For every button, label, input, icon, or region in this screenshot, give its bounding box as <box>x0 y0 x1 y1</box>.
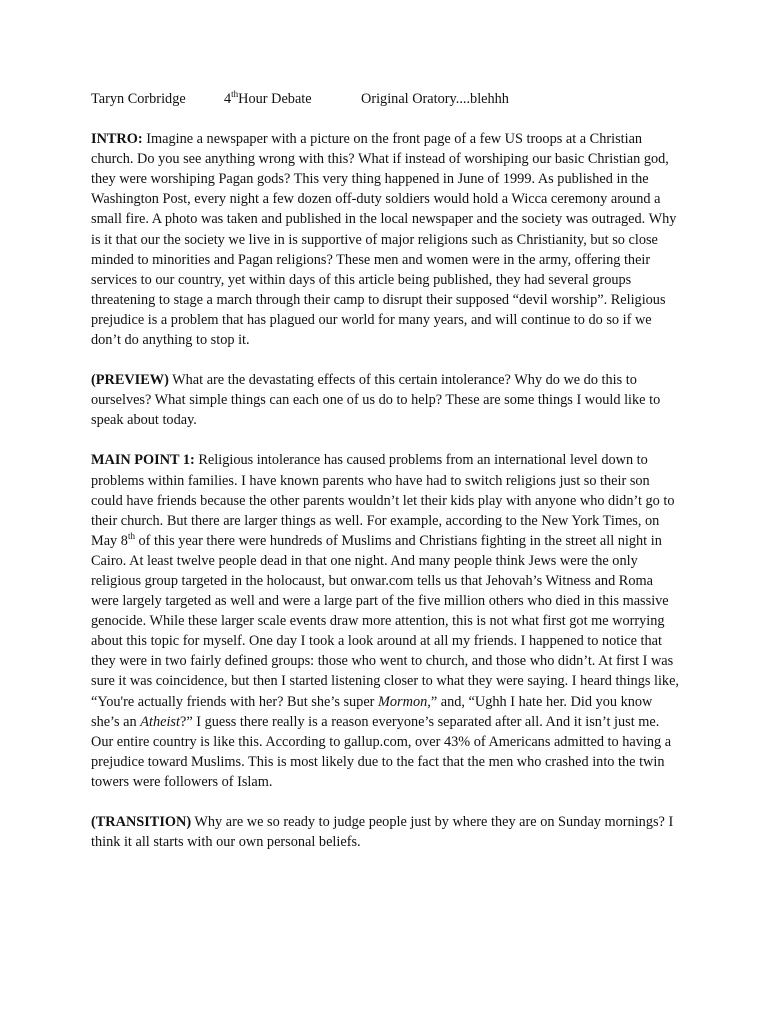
document-header <box>91 89 683 109</box>
main-point-1-text-b: of this year there were hundreds of Muslims and Christians fighting in the street all night in Cairo. At least twelve people dead in that one night. And many people think Jews were the only religious group targeted in the holocaust, but onwar.com tells us that Jehovah’s Witness and Roma were largely targeted as well and were a large part of the five million others who died in this massive genocide. While these larger scale events draw more attention, this is not what first got me worrying about this topic for myself. One day I took a look around at all my friends. I happened to notice that they were in two fairly defined groups: those who went to church, and those who didn’t. At first I was sure it was coincidence, but then I started listening closer to what they were saying. I heard things like, “You're actually friends with her? But she’s super <box>91 532 679 710</box>
main-point-1-text-c: ” and, “Ughh I hate her. Did you know she’s an <box>91 693 653 730</box>
transition-label: (TRANSITION) <box>91 814 192 830</box>
italic-atheist: Atheist <box>140 713 180 730</box>
class-period <box>224 89 361 109</box>
intro-text: Imagine a newspaper with a picture on the front page of a few US troops at a Christian church. Do you see anything wrong with this? What if instead of worshiping our basic Christian god, they were worshiping Pagan gods? This very thing happened in June of 1999. As published in the Washington Post, every night a few dozen off-duty soldiers would hold a Wicca ceremony around a small fire. A photo was taken and published in the local newspaper and the society was outraged. Why is it that our the society we live in is supportive of major religions such as Christianity, but so close minded to minorities and Pagan religions? These men and women were in the army, offering their services to our country, yet within days of this article being published, they had several groups threatening to stage a march through their camp to disrupt their supposed “devil worship”. Religious prejudice is a problem that has plagued our world for many years, and will continue to do so if we don’t do anything to stop it. <box>91 131 677 349</box>
document-page <box>91 89 683 872</box>
italic-mormon: Mormon, <box>378 693 431 710</box>
main-point-1-paragraph <box>91 450 683 792</box>
date-suffix: th <box>127 530 135 541</box>
preview-paragraph <box>91 370 683 430</box>
class-period-name: Hour Debate <box>238 91 312 107</box>
main-point-1-label: MAIN POINT 1: <box>91 452 195 469</box>
class-period-number: 4 <box>224 91 232 107</box>
preview-label: (PREVIEW) <box>91 372 169 389</box>
main-point-1-text-a: Religious intolerance has caused problems from an international level down to problems within families. I have known parents who have had to switch religions just so their son could have friends because the other parents wouldn’t let their kids play with anyone who didn’t go to their church. But there are larger things as well. For example, according to the New York Times, on May 8 <box>91 452 675 549</box>
preview-text: What are the devastating effects of this certain intolerance? Why do we do this to ourselves? What simple things can each one of us do to help? These are some things I would like to speak about today. <box>91 372 661 429</box>
transition-text: Why are we so ready to judge people just by where they are on Sunday mornings? I think it all starts with our own personal beliefs. <box>91 814 674 851</box>
author-name: Taryn Corbridge <box>91 91 186 107</box>
transition-paragraph <box>91 812 683 852</box>
speech-topic: Original Oratory....blehhh <box>361 91 509 107</box>
intro-paragraph <box>91 129 683 350</box>
main-point-1-text-d: ?” I guess there really is a reason everyone’s separated after all. And it isn’t just me. Our entire country is like this. According to gallup.com, over 43% of Americans admitted to having a prejudice toward Muslims. This is most likely due to the fact that the men who crashed into the twin towers were followers of Islam. <box>91 713 672 790</box>
intro-label: INTRO: <box>91 131 143 148</box>
class-period-suffix: th <box>231 89 239 99</box>
